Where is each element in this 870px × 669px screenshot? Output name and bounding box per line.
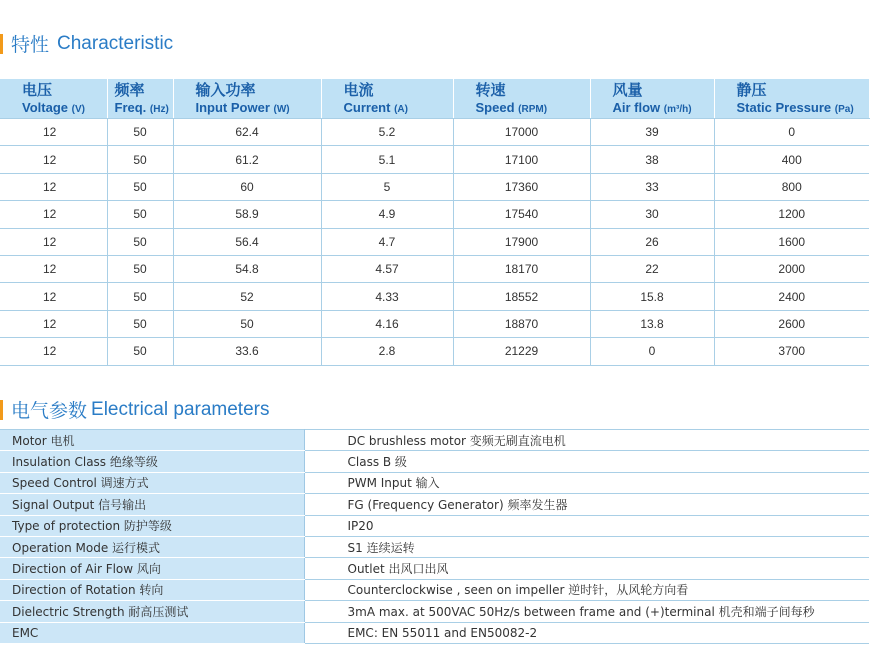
table-cell: 12	[0, 310, 107, 337]
table-cell: 18870	[453, 310, 590, 337]
table-cell: 0	[714, 119, 869, 146]
table-cell: 52	[173, 283, 321, 310]
column-header-en-text: Input Power	[195, 100, 270, 115]
electrical-parameters-table	[0, 429, 869, 644]
table-cell: 50	[107, 255, 173, 282]
accent-bar	[0, 34, 3, 54]
table-cell: 50	[107, 119, 173, 146]
column-header-unit: (A)	[394, 104, 408, 115]
table-cell: 1600	[714, 228, 869, 255]
table-cell: 58.9	[173, 201, 321, 228]
column-header-zh: 静压	[736, 81, 767, 99]
table-cell: 50	[107, 283, 173, 310]
parameter-label: Operation Mode 运行模式	[0, 536, 304, 557]
table-cell: 5.2	[321, 119, 453, 146]
table-cell: 12	[0, 146, 107, 173]
section-title-zh: 电气参数	[11, 400, 88, 422]
column-header-zh: 风量	[612, 81, 643, 99]
parameter-label: Signal Output 信号输出	[0, 494, 304, 515]
table-cell: 50	[107, 146, 173, 173]
parameter-row	[0, 430, 869, 451]
column-header	[173, 79, 321, 119]
parameter-label: Direction of Rotation 转向	[0, 579, 304, 600]
column-header	[590, 79, 714, 119]
column-header-unit: (V)	[71, 104, 85, 115]
column-header	[107, 79, 173, 119]
table-cell: 5	[321, 173, 453, 200]
parameter-row	[0, 622, 869, 643]
table-cell: 800	[714, 173, 869, 200]
characteristic-table	[0, 79, 870, 366]
table-cell: 17360	[453, 173, 590, 200]
table-cell: 4.7	[321, 228, 453, 255]
table-row	[0, 201, 869, 228]
table-cell: 4.16	[321, 310, 453, 337]
table-cell: 18552	[453, 283, 590, 310]
table-cell: 3700	[714, 338, 869, 365]
column-header-en-text: Air flow	[612, 100, 661, 115]
column-header-en	[344, 99, 453, 118]
column-header-en-text: Voltage	[22, 100, 68, 115]
table-cell: 30	[590, 201, 714, 228]
table-cell: 38	[590, 146, 714, 173]
table-cell: 12	[0, 228, 107, 255]
table-cell: 0	[590, 338, 714, 365]
parameter-row	[0, 472, 869, 493]
table-cell: 12	[0, 283, 107, 310]
column-header-en-text: Current	[343, 100, 391, 115]
table-row	[0, 310, 869, 337]
section-title-en: Characteristic	[57, 32, 174, 54]
section-title-electrical	[0, 396, 269, 423]
column-header	[321, 79, 453, 119]
table-cell: 400	[714, 146, 869, 173]
parameter-value: IP20	[304, 515, 869, 536]
table-row	[0, 119, 869, 146]
column-header-en	[22, 99, 107, 118]
table-cell: 13.8	[590, 310, 714, 337]
table-cell: 12	[0, 255, 107, 282]
table-cell: 39	[590, 119, 714, 146]
table-cell: 50	[107, 173, 173, 200]
column-header-en	[476, 99, 590, 118]
table-cell: 56.4	[173, 228, 321, 255]
column-header-unit: (Pa)	[834, 104, 854, 115]
section-title-characteristic	[0, 30, 173, 57]
table-cell: 12	[0, 119, 107, 146]
column-header-en	[613, 99, 714, 118]
column-header-en	[737, 99, 869, 118]
parameter-label: Insulation Class 绝缘等级	[0, 451, 304, 472]
table-cell: 2.8	[321, 338, 453, 365]
table-cell: 50	[107, 338, 173, 365]
table-cell: 4.9	[321, 201, 453, 228]
column-header	[714, 79, 869, 119]
column-header-en-text: Speed	[475, 100, 515, 115]
column-header-zh: 转速	[475, 81, 506, 99]
table-row	[0, 255, 869, 282]
table-cell: 18170	[453, 255, 590, 282]
parameter-row	[0, 494, 869, 515]
column-header	[0, 79, 107, 119]
table-row	[0, 173, 869, 200]
column-header-zh: 电流	[343, 81, 374, 99]
section-title-zh: 特性	[11, 34, 50, 56]
column-header-zh: 频率	[114, 81, 145, 99]
parameter-value: Counterclockwise , seen on impeller 逆时针，从风轮方向看	[304, 579, 869, 600]
parameter-row	[0, 579, 869, 600]
column-header-unit: (Hz)	[149, 104, 169, 115]
table-row	[0, 338, 869, 365]
column-header-en-text: Freq.	[114, 100, 147, 115]
column-header-en	[196, 99, 321, 118]
parameter-value: EMC: EN 55011 and EN50082-2	[304, 622, 869, 643]
parameter-row	[0, 451, 869, 472]
parameter-value: Class B 级	[304, 451, 869, 472]
table-row	[0, 228, 869, 255]
column-header-zh: 电压	[22, 81, 53, 99]
table-cell: 50	[173, 310, 321, 337]
parameter-value: PWM Input 输入	[304, 472, 869, 493]
table-cell: 12	[0, 173, 107, 200]
column-header-en	[115, 99, 173, 118]
table-header-row	[0, 79, 869, 119]
table-cell: 22	[590, 255, 714, 282]
table-cell: 61.2	[173, 146, 321, 173]
parameter-label: EMC	[0, 622, 304, 643]
table-cell: 2000	[714, 255, 869, 282]
table-cell: 26	[590, 228, 714, 255]
table-cell: 17540	[453, 201, 590, 228]
table-cell: 4.33	[321, 283, 453, 310]
parameter-value: Outlet 出风口出风	[304, 558, 869, 579]
parameter-value: 3mA max. at 500VAC 50Hz/s between frame and (+)terminal 机壳和端子间每秒	[304, 601, 869, 622]
parameter-value: FG (Frequency Generator) 频率发生器	[304, 494, 869, 515]
column-header	[453, 79, 590, 119]
column-header-en-text: Static Pressure	[736, 100, 832, 115]
table-cell: 2400	[714, 283, 869, 310]
table-cell: 50	[107, 201, 173, 228]
table-cell: 4.57	[321, 255, 453, 282]
table-cell: 1200	[714, 201, 869, 228]
parameter-label: Speed Control 调速方式	[0, 472, 304, 493]
parameter-label: Dielectric Strength 耐高压测试	[0, 601, 304, 622]
table-cell: 15.8	[590, 283, 714, 310]
parameter-row	[0, 601, 869, 622]
accent-bar	[0, 400, 3, 420]
table-cell: 21229	[453, 338, 590, 365]
table-cell: 5.1	[321, 146, 453, 173]
table-cell: 12	[0, 201, 107, 228]
table-cell: 33.6	[173, 338, 321, 365]
parameter-row	[0, 558, 869, 579]
parameter-label: Direction of Air Flow 风向	[0, 558, 304, 579]
table-cell: 60	[173, 173, 321, 200]
table-cell: 12	[0, 338, 107, 365]
section-title-en: Electrical parameters	[91, 398, 270, 420]
table-cell: 50	[107, 228, 173, 255]
table-cell: 17900	[453, 228, 590, 255]
column-header-zh: 输入功率	[195, 81, 256, 99]
table-cell: 2600	[714, 310, 869, 337]
column-header-unit: (W)	[273, 104, 290, 115]
table-row	[0, 146, 869, 173]
table-cell: 50	[107, 310, 173, 337]
column-header-unit: (m³/h)	[663, 104, 692, 115]
table-cell: 17100	[453, 146, 590, 173]
parameter-label: Type of protection 防护等级	[0, 515, 304, 536]
table-cell: 17000	[453, 119, 590, 146]
table-row	[0, 283, 869, 310]
parameter-label: Motor 电机	[0, 430, 304, 451]
table-cell: 33	[590, 173, 714, 200]
table-cell: 62.4	[173, 119, 321, 146]
parameter-value: S1 连续运转	[304, 536, 869, 557]
column-header-unit: (RPM)	[518, 104, 548, 115]
parameter-value: DC brushless motor 变频无刷直流电机	[304, 430, 869, 451]
parameter-row	[0, 536, 869, 557]
table-cell: 54.8	[173, 255, 321, 282]
parameter-row	[0, 515, 869, 536]
